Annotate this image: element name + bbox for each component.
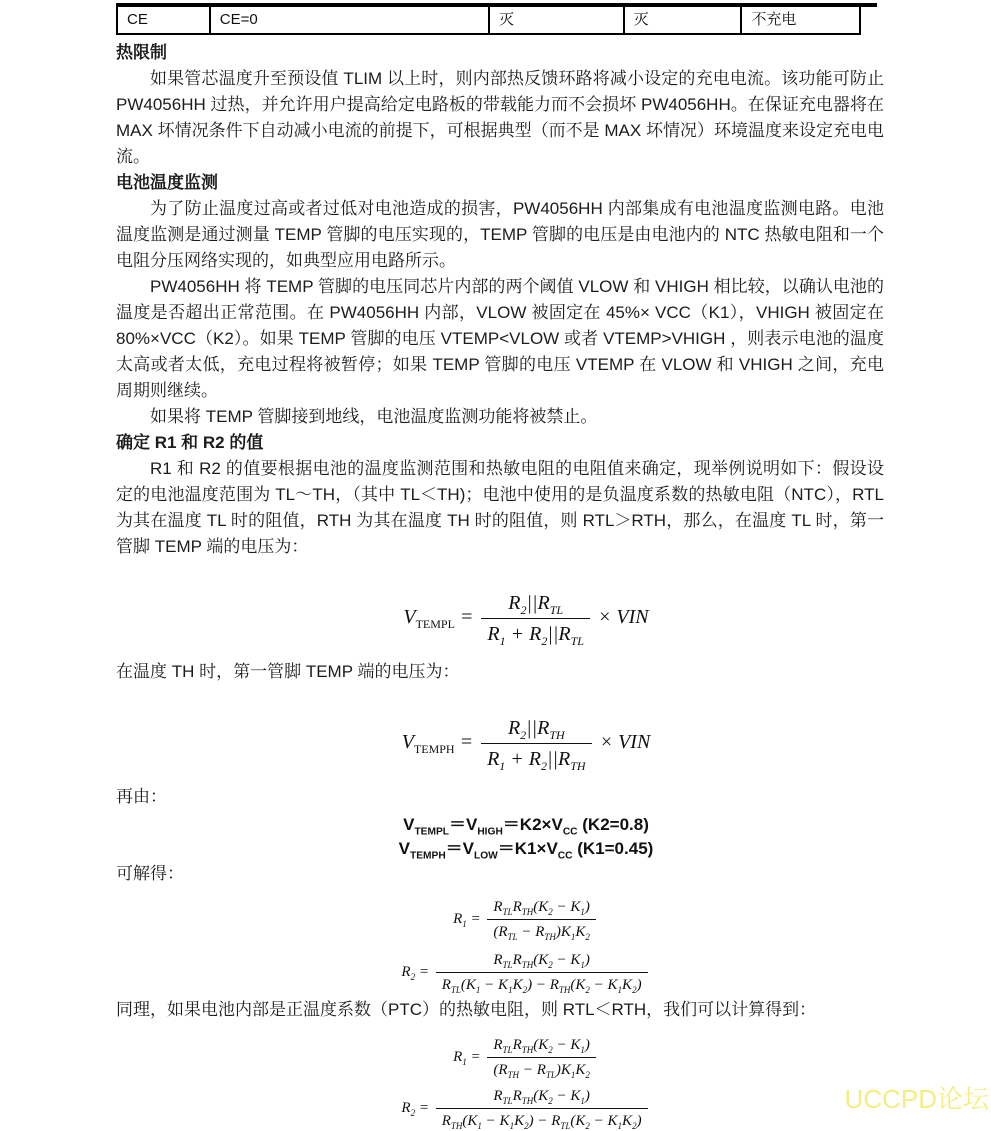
table-row [116,7,861,35]
section-heading-thermal-limit: 热限制 [116,43,167,62]
formula-r1-ntc: $R_1$ = $\frac{R_{TL}R_{TH}(K_2 - K_1)}{(R_{TL} - R_{TH})K_1K_2}$ [116,897,884,942]
formula-r1-ptc: $R_1$ = $\frac{R_{TL}R_{TH}(K_2 - K_1)}{(R_{TH} - R_{TL})K_1K_2}$ [116,1035,884,1080]
table-cell-pin: CE [118,7,211,33]
document-content [116,0,884,1131]
paragraph-then-by: 再由： [116,787,167,806]
paragraph-temp-monitor-3: 如果将 TEMP 管脚接到地线，电池温度监测功能将被禁止。 [150,407,598,426]
section-heading-determine-r1-r2: 确定 R1 和 R2 的值 [116,433,264,452]
section-heading-battery-temp-monitor: 电池温度监测 [116,173,218,192]
table-cell-led1: 灭 [490,7,625,33]
paragraph-temp-monitor-1: 为了防止温度过高或者过低对电池造成的损害，PW4056HH 内部集成有电池温度监测电路。电池温度监测是通过测量 TEMP 管脚的电压实现的，TEMP 管脚的电压是由电池内的 NTC 热敏电阻和一个电阻分压网络实现的，如典型应用电路所示。 [116,199,884,270]
paragraph-temp-monitor-2: PW4056HH 将 TEMP 管脚的电压同芯片内部的两个阈值 VLOW 和 VHIGH 相比较，以确认电池的温度是否超出正常范围。在 PW4056HH 内部，VLOW 被固定在 45%× VCC（K1），VHIGH 被固定在 80%×VCC（K2）。如果 TEMP 管脚的电压 VTEMP<VLOW 或者 VTEMP>VHIGH ，则表示电池的温度太高或者太低，充电过程将被暂停；如果 TEMP 管脚的电压 VTEMP 在 VLOW 和 VHIGH 之间，充电周期则继续。 [116,277,884,400]
paragraph-r1r2-1: R1 和 R2 的值要根据电池的温度监测范围和热敏电阻的电阻值来确定，现举例说明如下：假设设定的电池温度范围为 TL～TH，（其中 TL＜TH)；电池中使用的是负温度系数的热敏电阻（NTC），RTL 为其在温度 TL 时的阻值，RTH 为其在温度 TH 时的阻值，则 RTL＞RTH，那么，在温度 TL 时，第一管脚 TEMP 端的电压为： [116,459,884,556]
formula-r2-ptc: $R_2$ = $\frac{R_{TL}R_{TH}(K_2 - K_1)}{R_{TH}(K_1 - K_1K_2) - R_{TL}(K_2 - K_1K_2)}$ [116,1086,884,1131]
equation-vtempl-vhigh: $V_{TEMPL}=V_{HIGH}=K2\times V_{CC}$ (K2=0.8) [403,815,649,838]
equation-vtemph-vlow: $V_{TEMPH}=V_{LOW}=K1\times V_{CC}$ (K1=0.45) [398,839,654,862]
paragraph-thermal-1: 如果管芯温度升至预设值 TLIM 以上时，则内部热反馈环路将减小设定的充电电流。该功能可防止 PW4056HH 过热，并允许用户提高给定电路板的带载能力而不会损坏 PW4056HH。在保证充电器将在 MAX 坏情况条件下自动减小电流的前提下，可根据典型（而不是 MAX 坏情况）环境温度来设定充电电流。 [116,69,884,166]
paragraph-ptc-note: 同理，如果电池内部是正温度系数（PTC）的热敏电阻，则 RTL＜RTH，我们可以计算得到： [116,1000,817,1019]
paragraph-at-th: 在温度 TH 时，第一管脚 TEMP 端的电压为： [116,662,460,681]
formula-vtempl: $V_{TEMPL}$ = $\frac{R_2||R_{TL}}{R_1 + R_2||R_{TL}}$ × VIN [403,592,649,648]
watermark: UCCPD论坛 [844,1084,989,1114]
formula-r2-ntc: $R_2$ = $\frac{R_{TL}R_{TH}(K_2 - K_1)}{R_{TL}(K_1 - K_1K_2) - R_{TH}(K_2 - K_1K_2)}$ [116,950,884,995]
formula-vtemph: $V_{TEMPH}$ = $\frac{R_2||R_{TH}}{R_1 + R_2||R_{TH}}$ × VIN [401,717,651,773]
paragraph-solve: 可解得： [116,864,184,883]
status-table [116,3,884,35]
table-cell-condition: CE=0 [211,7,490,33]
table-cell-charge-state: 不充电 [742,7,861,33]
table-cell-led2: 灭 [625,7,743,33]
